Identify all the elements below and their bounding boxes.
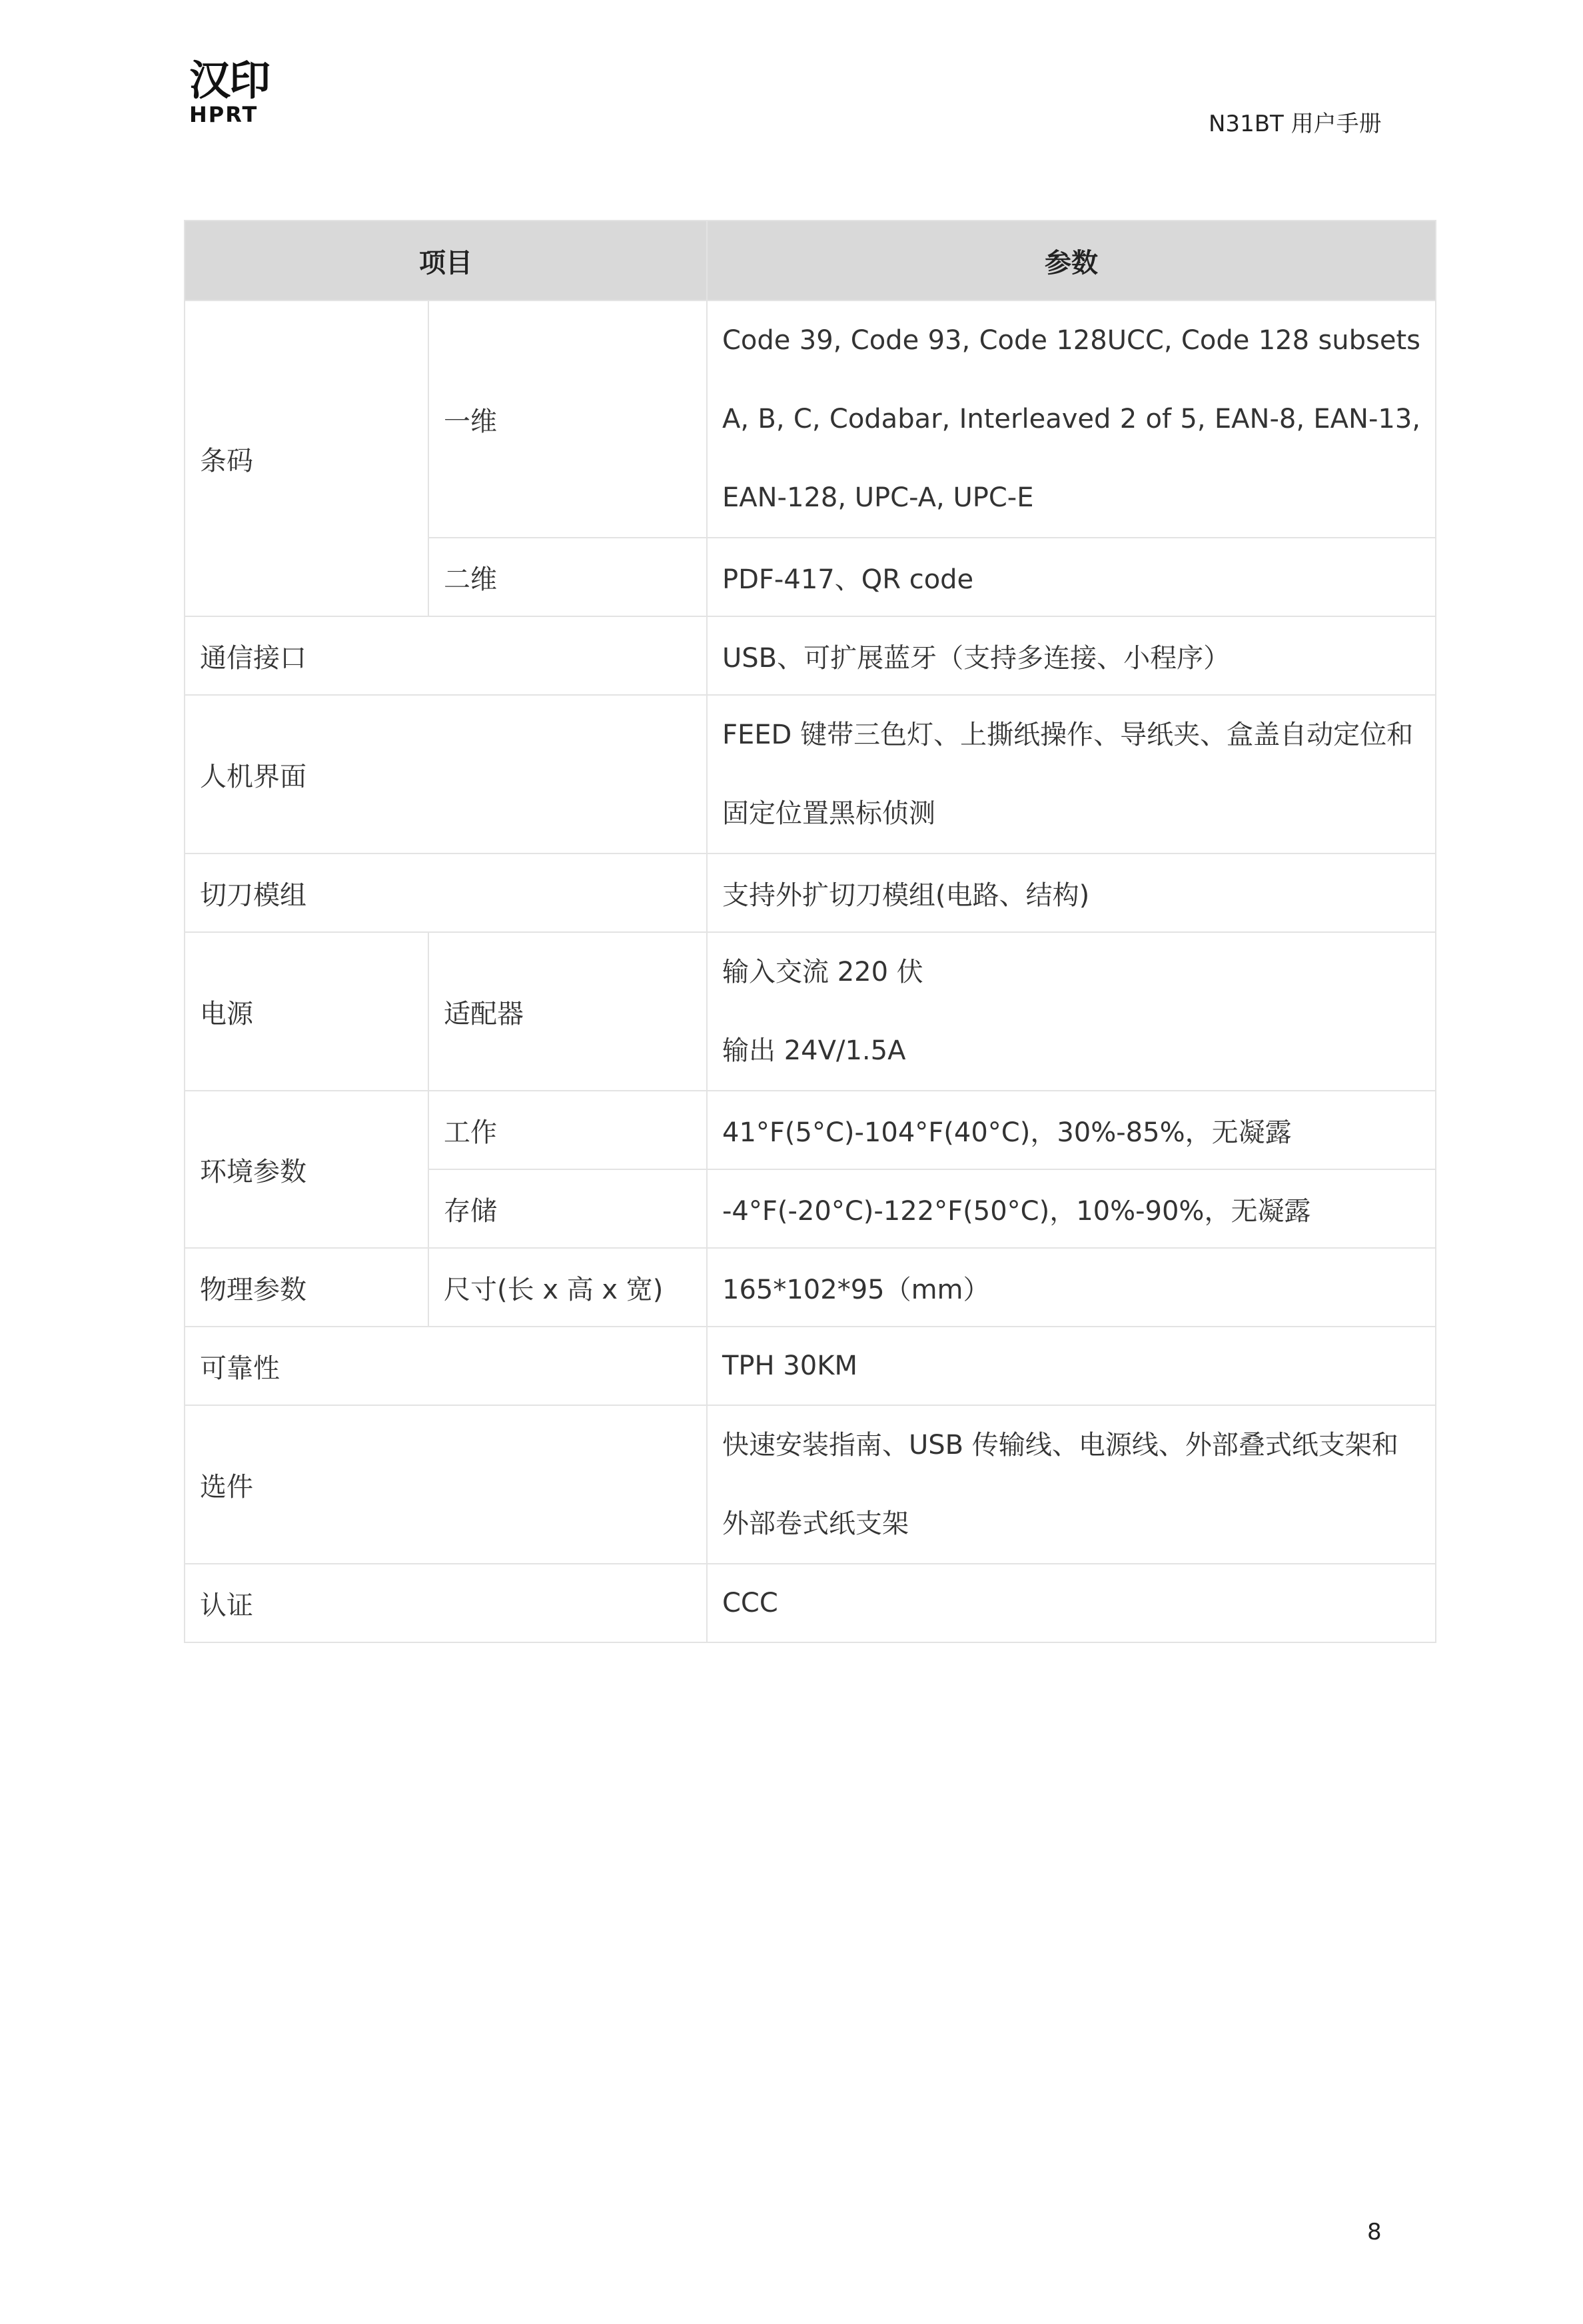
table-header-row: [185, 221, 1436, 300]
certification-value: CCC: [707, 1564, 1436, 1642]
logo-chinese: 汉印: [189, 56, 270, 105]
physical-value: 165*102*95（mm）: [707, 1248, 1436, 1327]
page-number: 8: [1367, 2219, 1382, 2245]
environment-storage-label: 存储: [428, 1169, 707, 1248]
table-row: [185, 1091, 1436, 1169]
table-row: [185, 300, 1436, 538]
table-row: [185, 1248, 1436, 1327]
document-title: N31BT 用户手册: [1209, 111, 1382, 137]
interface-value: USB、可扩展蓝牙（支持多连接、小程序）: [707, 616, 1436, 695]
options-line: 快速安装指南、USB 传输线、电源线、外部叠式纸支架和: [722, 1430, 1398, 1460]
barcode-1d-label: 一维: [428, 300, 707, 538]
cutter-value: 支持外扩切刀模组(电路、结构): [707, 854, 1436, 932]
table-row: [185, 854, 1436, 932]
certification-label: 认证: [185, 1564, 707, 1642]
hmi-value: [707, 695, 1436, 854]
barcode-label: 条码: [185, 300, 428, 616]
power-output-line: 输出 24V/1.5A: [722, 1035, 906, 1066]
header-item: 项目: [185, 221, 707, 300]
cutter-label: 切刀模组: [185, 854, 707, 932]
barcode-2d-value: PDF-417、QR code: [707, 538, 1436, 616]
table-row: [185, 932, 1436, 1091]
environment-operating-label: 工作: [428, 1091, 707, 1169]
environment-operating-value: 41°F(5°C)-104°F(40°C)，30%-85%，无凝露: [707, 1091, 1436, 1169]
table-row: [185, 1405, 1436, 1564]
physical-size-label: 尺寸(长 x 高 x 宽): [428, 1248, 707, 1327]
hmi-label: 人机界面: [185, 695, 707, 854]
table-row: [185, 1327, 1436, 1405]
power-adapter-label: 适配器: [428, 932, 707, 1091]
environment-label: 环境参数: [185, 1091, 428, 1248]
header-parameter: 参数: [707, 221, 1436, 300]
power-label: 电源: [185, 932, 428, 1091]
logo-english: HPRT: [189, 102, 259, 127]
power-input-line: 输入交流 220 伏: [722, 957, 923, 987]
table-row: [185, 1564, 1436, 1642]
interface-label: 通信接口: [185, 616, 707, 695]
table-row: [185, 695, 1436, 854]
table-row: [185, 616, 1436, 695]
environment-storage-value: -4°F(-20°C)-122°F(50°C)，10%-90%，无凝露: [707, 1169, 1436, 1248]
barcode-2d-label: 二维: [428, 538, 707, 616]
reliability-value: TPH 30KM: [707, 1327, 1436, 1405]
hprt-logo: [189, 56, 270, 127]
hmi-line: FEED 键带三色灯、上撕纸操作、导纸夹、盒盖自动定位和: [722, 720, 1414, 750]
physical-label: 物理参数: [185, 1248, 428, 1327]
barcode-1d-value: Code 39, Code 93, Code 128UCC, Code 128 subsets A, B, C, Codabar, Interleaved 2 of 5, EAN-8, EAN-13, EAN-128, UPC-A, UPC-E: [707, 300, 1436, 538]
power-value: [707, 932, 1436, 1091]
options-line: 外部卷式纸支架: [722, 1508, 909, 1539]
options-label: 选件: [185, 1405, 707, 1564]
spec-table: [184, 220, 1436, 1643]
hmi-line: 固定位置黑标侦测: [722, 798, 935, 829]
options-value: [707, 1405, 1436, 1564]
reliability-label: 可靠性: [185, 1327, 707, 1405]
